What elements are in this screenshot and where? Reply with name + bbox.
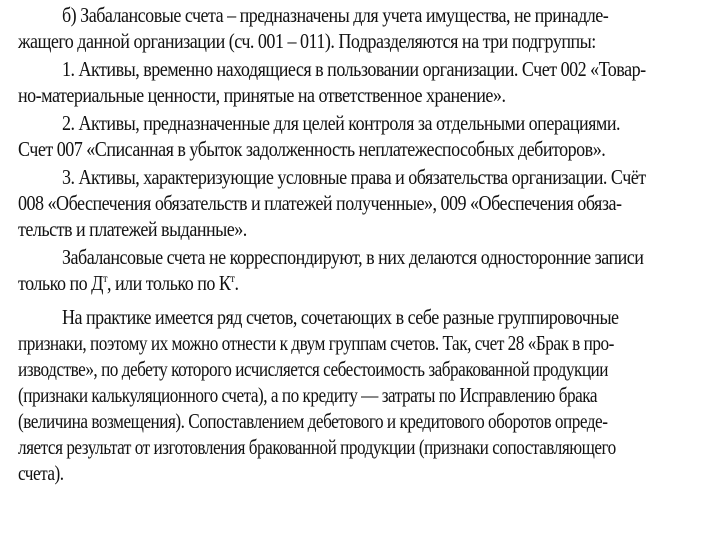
text-line: 008 «Обеспечения обязательств и платежей полученные», 009 «Обеспечения обяза- [18,191,622,215]
text-line: жащего данной организации (сч. 001 – 011). Подразделяются на три подгруппы: [18,29,596,53]
text-line: На практике имеется ряд счетов, сочетающих в себе разные группировочные [62,305,619,329]
superscript-text: т [230,271,235,285]
text-line: счета). [18,461,64,485]
text-line: признаки, поэтому их можно отнести к двум группам счетов. Так, счет 28 «Брак в про- [18,331,614,355]
text-line: ляется результат от изготовления бракованной продукции (признаки сопоставляющего [18,435,616,459]
text-fragment: . [234,271,239,295]
text-line: но-материальные ценности, принятые на ответственное хранение». [18,83,506,107]
text-line: 1. Активы, временно находящиеся в пользовании организации. Счет 002 «Товар- [62,57,646,81]
text-line: Забалансовые счета не корреспондируют, в них делаются односторонние записи [62,245,644,269]
superscript-text: т [102,271,107,285]
text-line: тельств и платежей выданные». [18,217,247,241]
text-line: (величина возмещения). Сопоставлением дебетового и кредитового оборотов опреде- [18,409,608,433]
text-fragment: только по Д [18,271,103,295]
text-fragment: , или только по К [106,271,231,295]
text-line: 2. Активы, предназначенные для целей контроля за отдельными операциями. [62,111,620,135]
text-line: изводстве», по дебету которого исчисляется себестоимость забракованной продукции [18,357,609,381]
text-line: Счет 007 «Списанная в убыток задолженность неплатежеспособных дебиторов». [18,137,606,161]
text-line [18,272,238,294]
text-line: 3. Активы, характеризующие условные права и обязательства организации. Счёт [62,165,646,189]
text-line: б) Забалансовые счета – предназначены для учета имущества, не принадле- [62,3,609,27]
text-line: (признаки калькуляционного счета), а по кредиту — затраты по Исправлению брака [18,383,598,407]
